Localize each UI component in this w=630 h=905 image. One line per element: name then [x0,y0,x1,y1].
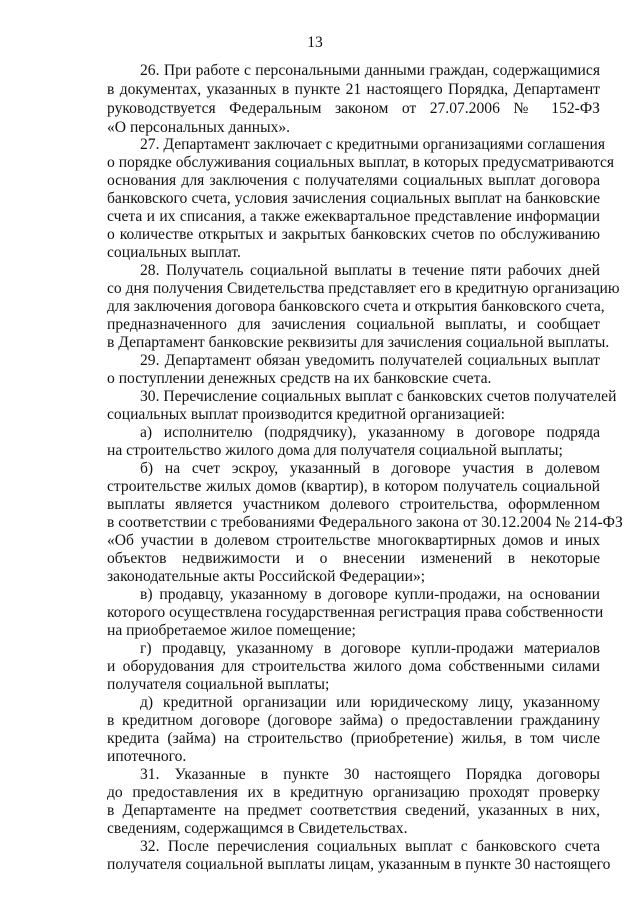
page-number: 13 [307,34,323,51]
text-line: в Департаменте на предмет соответствия сведений, указанных в них, [107,802,600,819]
text-line: со дня получения Свидетельства представляет его в кредитную организацию [107,280,620,297]
text-line: г) продавцу, указанному в договоре купли-продажи материалов [140,640,600,657]
text-line: б) на счет эскроу, указанный в договоре участия в долевом [140,460,600,477]
text-line: о количестве открытых и закрытых банковских счетов по обслуживанию [107,226,600,243]
text-line: законодательные акты Российской Федерации»; [107,568,426,585]
text-line: 29. Департамент обязан уведомить получателей социальных выплат [140,352,600,369]
text-line: в Департамент банковские реквизиты для зачисления социальной выплаты. [107,334,610,351]
text-line: 26. При работе с персональными данными граждан, содержащимися [140,62,600,79]
text-line: в кредитном договоре (договоре займа) о предоставлении гражданину [107,712,600,729]
text-line: 30. Перечисление социальных выплат с банковских счетов получателей [140,388,617,405]
text-line: «О персональных данных». [107,119,291,136]
text-line: получателя социальной выплаты лицам, указанным в пункте 30 настоящего [107,856,611,873]
text-line: до предоставления их в кредитную организацию проходят проверку [107,784,600,801]
text-line: которого осуществлена государственная регистрация права собственности [107,604,604,621]
text-line: получателя социальной выплаты; [107,676,330,693]
text-line: д) кредитной организации или юридическому лицу, указанному [140,694,600,711]
text-line: в документах, указанных в пункте 21 настоящего Порядка, Департамент [107,81,600,98]
text-line: 32. После перечисления социальных выплат с банковского счета [140,838,600,855]
text-line: 28. Получатель социальной выплаты в течение пяти рабочих дней [140,262,600,279]
text-line: 31. Указанные в пункте 30 настоящего Порядка договоры [140,766,600,783]
text-line: основания для заключения с получателями социальных выплат договора [107,172,600,189]
text-line: счета и их списания, а также ежеквартальное представление информации [107,208,600,225]
text-line: выплаты является участником долевого строительства, оформленном [107,496,600,513]
text-line: банковского счета, условия зачисления социальных выплат на банковские [107,190,600,207]
text-line: о порядке обслуживания социальных выплат, в которых предусматриваются [107,154,615,171]
text-line: о поступлении денежных средств на их банковские счета. [107,370,492,387]
text-line: предназначенного для зачисления социальной выплаты, и сообщает [107,316,600,333]
text-line: «Об участии в долевом строительстве многоквартирных домов и иных [107,532,600,549]
text-line: а) исполнителю (подрядчику), указанному в договоре подряда [140,424,600,441]
text-line: 27. Департамент заключает с кредитными организациями соглашения [140,136,606,153]
text-line: в) продавцу, указанному в договоре купли-продажи, на основании [140,586,600,603]
text-line: на приобретаемое жилое помещение; [107,622,356,639]
text-line: объектов недвижимости и о внесении изменений в некоторые [107,550,600,567]
text-line: для заключения договора банковского счета и открытия банковского счета, [107,298,605,315]
text-line: в соответствии с требованиями Федерального закона от 30.12.2004 № 214-ФЗ [107,514,623,531]
text-line: строительстве жилых домов (квартир), в котором получатель социальной [107,478,600,495]
text-line: сведениям, содержащимся в Свидетельствах. [107,820,408,837]
text-line: на строительство жилого дома для получателя социальной выплаты; [107,442,563,459]
text-line: руководствуется Федеральным законом от 27.07.2006 № 152-ФЗ [107,100,600,117]
text-line: и оборудования для строительства жилого дома собственными силами [107,658,600,675]
text-line: социальных выплат. [107,244,241,261]
text-line: социальных выплат производится кредитной организацией: [107,406,505,423]
text-line: кредита (займа) на строительство (приобретение) жилья, в том числе [107,730,600,747]
text-line: ипотечного. [107,748,187,765]
